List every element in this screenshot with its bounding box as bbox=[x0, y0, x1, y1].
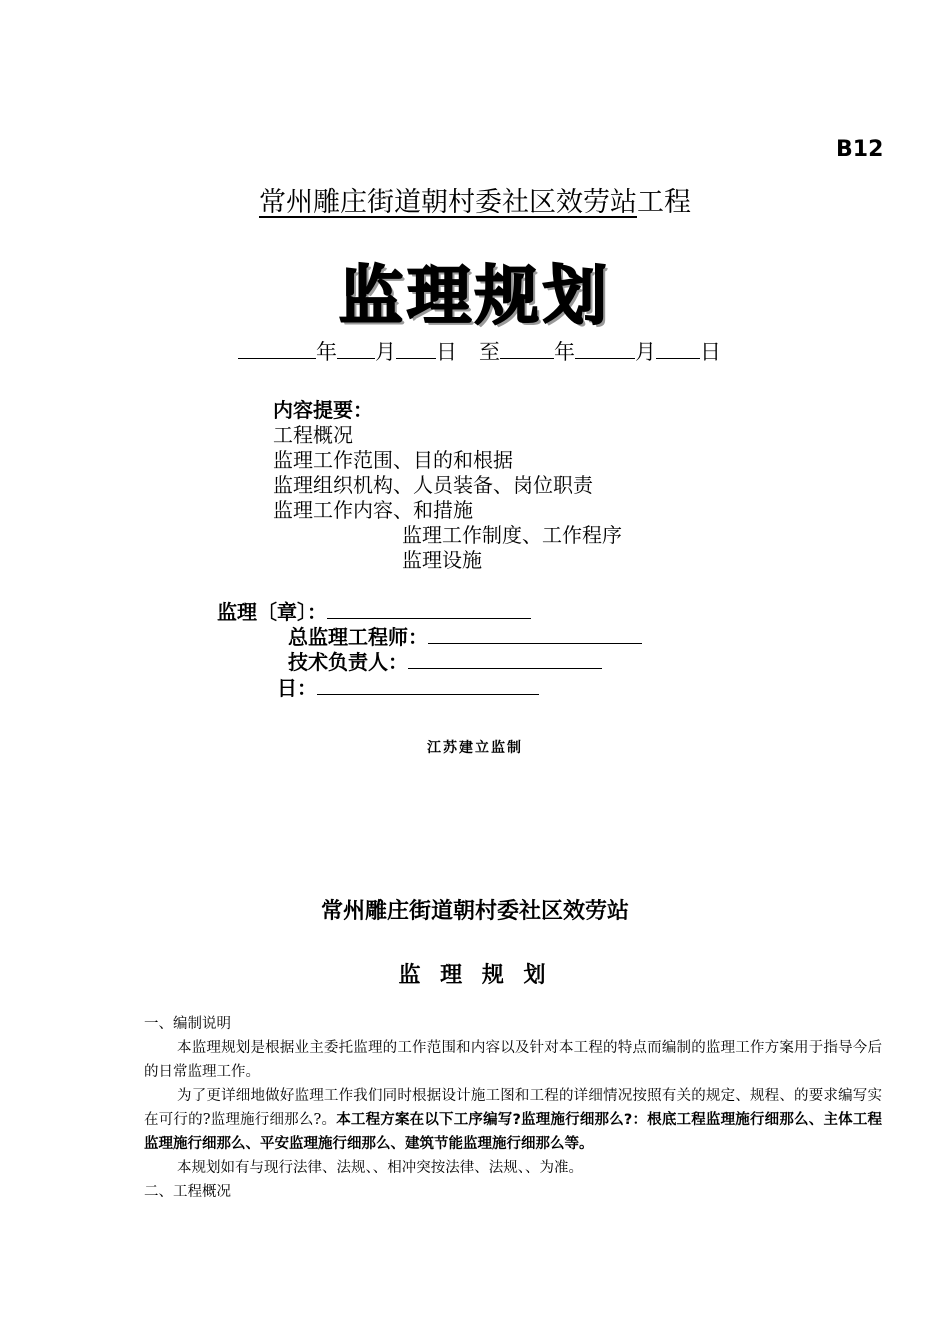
heading-project-overview: 二、工程概况 bbox=[144, 1184, 231, 1200]
tech-lead-blank bbox=[408, 648, 602, 669]
year2-label: 年 bbox=[554, 340, 575, 364]
paragraph-text: 为了更详细地做好监理工作我们同时根据设计施工图和工程的详细情况按照有关的规定、规程、的要求编写实在可行的?监理施行细那么?。 bbox=[144, 1088, 882, 1128]
section-title: 常州雕庄街道朝村委社区效劳站 bbox=[320, 899, 629, 924]
project-name: 常州雕庄街道朝村委社区效劳站 bbox=[259, 187, 637, 218]
contents-heading: 内容提要： bbox=[273, 398, 373, 422]
project-title bbox=[0, 180, 950, 219]
contents-item: 监理组织机构、人员装备、岗位职责 bbox=[273, 473, 593, 497]
month2-blank bbox=[575, 338, 635, 359]
contents-item: 监理工作制度、工作程序 bbox=[402, 523, 622, 547]
to-label: 至 bbox=[479, 340, 500, 364]
chief-engineer-blank bbox=[428, 623, 642, 644]
project-suffix: 工程 bbox=[637, 187, 691, 218]
seal-label: 监理〔章〕： bbox=[217, 600, 327, 624]
chief-engineer-label: 总监理工程师： bbox=[288, 625, 428, 649]
contents-item: 监理工作内容、和措施 bbox=[273, 498, 473, 522]
paragraph-bold-text: 本工程方案在以下工序编写?监理施行细那么?：根底工程监理施行细那么、主体工程监理施行细那么、平安监理施行细那么、建筑节能监理施行细那么等。 bbox=[144, 1112, 883, 1152]
contents-item: 监理设施 bbox=[402, 548, 482, 572]
contents-item: 工程概况 bbox=[273, 423, 353, 447]
date-signature-line bbox=[277, 672, 539, 701]
year2-blank bbox=[500, 338, 554, 359]
contents-item: 监理工作范围、目的和根据 bbox=[273, 448, 513, 472]
contents-summary bbox=[273, 398, 622, 573]
paragraph bbox=[144, 1084, 882, 1156]
seal-blank bbox=[327, 598, 531, 619]
day-blank bbox=[396, 338, 436, 359]
month2-label: 月 bbox=[635, 340, 656, 364]
day2-label: 日 bbox=[700, 340, 721, 364]
paragraph: 本规划如有与现行法律、法规、、相冲突按法律、法规、、为准。 bbox=[177, 1160, 583, 1176]
year-label: 年 bbox=[316, 340, 337, 364]
month-label: 月 bbox=[375, 340, 396, 364]
section-subtitle: 监 理 规 划 bbox=[398, 963, 552, 988]
heading-compilation-notes: 一、编制说明 bbox=[144, 1016, 231, 1032]
month-blank bbox=[337, 338, 375, 359]
main-title: 监理规划 bbox=[339, 260, 611, 334]
paragraph: 本监理规划是根据业主委托监理的工作范围和内容以及针对本工程的特点而编制的监理工作方案用于指导今后的日常监理工作。 bbox=[144, 1040, 882, 1080]
tech-lead-label: 技术负责人： bbox=[288, 650, 408, 674]
day2-blank bbox=[656, 338, 700, 359]
body-text bbox=[144, 1012, 882, 1204]
date-blank bbox=[317, 674, 539, 695]
date-range-line bbox=[238, 336, 721, 366]
maker-label: 江苏建立监制 bbox=[427, 740, 523, 756]
document-code: B12 bbox=[836, 137, 884, 162]
tech-lead-signature-line bbox=[288, 646, 602, 675]
year-blank bbox=[238, 338, 316, 359]
date-label: 日： bbox=[277, 676, 317, 700]
day-label: 日 bbox=[436, 340, 457, 364]
